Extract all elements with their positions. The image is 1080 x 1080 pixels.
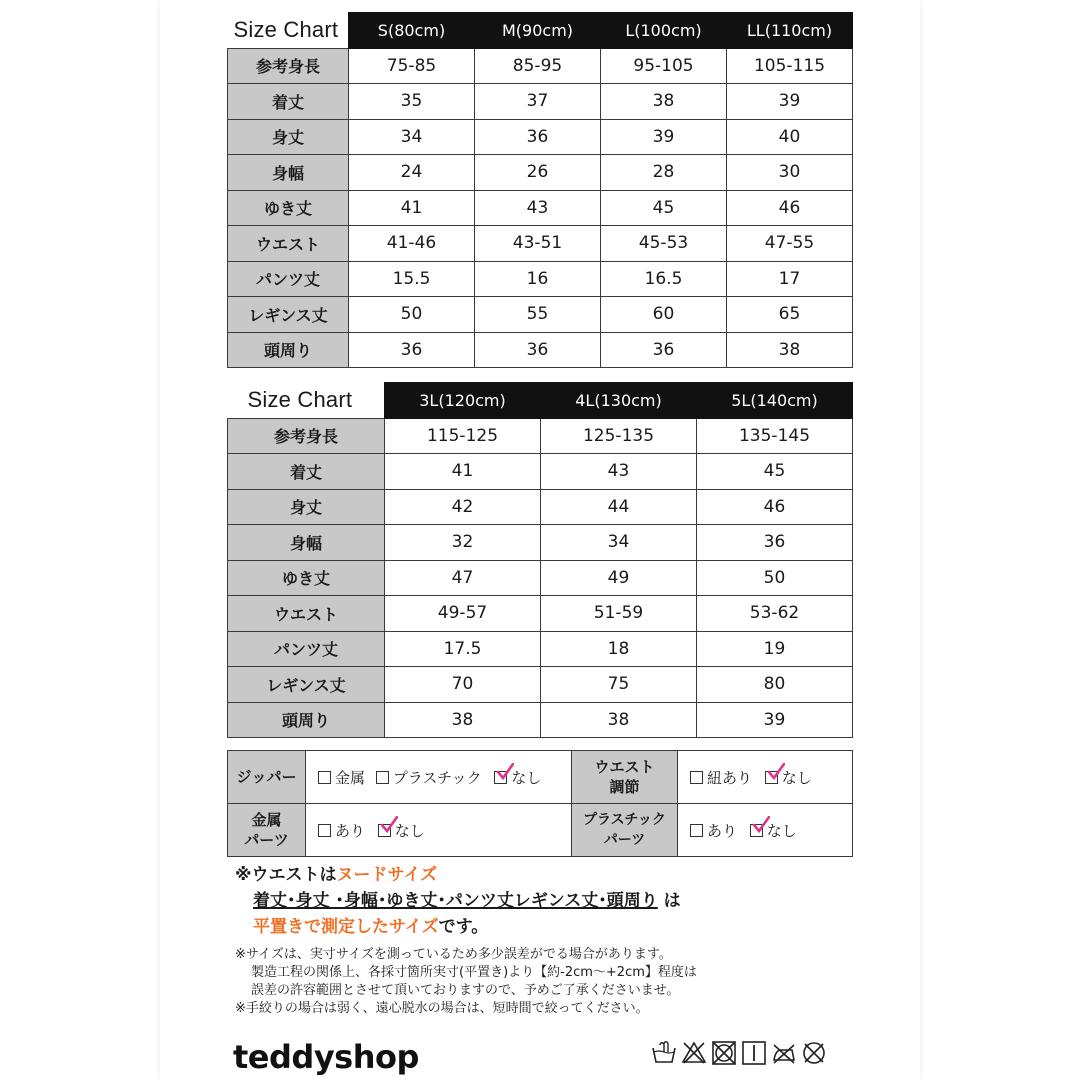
table-cell: 105-115 — [727, 48, 853, 84]
plastic-parts-options — [678, 804, 853, 857]
table-row — [228, 702, 853, 738]
label-line: プラスチック — [583, 812, 666, 828]
table-cell: 16.5 — [601, 261, 727, 297]
table-cell: 70 — [385, 667, 541, 703]
note-text: です。 — [438, 917, 489, 937]
column-header: L(100cm) — [601, 13, 727, 49]
table-cell: 43-51 — [475, 226, 601, 262]
no-tumble-dry-icon — [711, 1040, 737, 1070]
note-underlined: 着丈･身丈 ･身幅･ゆき丈･パンツ丈レギンス丈･頭周り — [253, 891, 658, 911]
table-cell: 28 — [601, 155, 727, 191]
metal-parts-options — [306, 804, 572, 857]
zipper-label: ジッパー — [228, 751, 306, 804]
option-label: プラスチック — [392, 768, 482, 787]
row-label: ウエスト — [228, 596, 385, 632]
table-cell: 26 — [475, 155, 601, 191]
column-header: 5L(140cm) — [697, 383, 853, 419]
table-cell: 36 — [475, 119, 601, 155]
row-label: 頭周り — [228, 332, 349, 368]
table-cell: 38 — [601, 84, 727, 120]
table-cell: 18 — [541, 631, 697, 667]
note-text: ※ウエストは — [235, 865, 337, 885]
table-cell: 36 — [475, 332, 601, 368]
hand-wash-icon — [651, 1040, 677, 1070]
table-cell: 34 — [349, 119, 475, 155]
brand-logo: teddyshop — [233, 1038, 419, 1076]
size-chart-table-2 — [227, 382, 853, 738]
row-label: パンツ丈 — [228, 261, 349, 297]
table-cell: 41 — [349, 190, 475, 226]
table-cell: 49 — [541, 560, 697, 596]
table-cell: 135-145 — [697, 418, 853, 454]
table-cell: 45 — [601, 190, 727, 226]
table-cell: 50 — [697, 560, 853, 596]
option-label: なし — [781, 768, 812, 787]
table-cell: 32 — [385, 525, 541, 561]
table-cell: 42 — [385, 489, 541, 525]
table-cell: 37 — [475, 84, 601, 120]
row-label: 着丈 — [228, 84, 349, 120]
option-label: 紐あり — [707, 768, 753, 787]
table-row — [228, 596, 853, 632]
table-cell: 46 — [727, 190, 853, 226]
table-cell: 38 — [727, 332, 853, 368]
plastic-parts-label — [572, 804, 678, 857]
table-cell: 38 — [385, 702, 541, 738]
row-label: 参考身長 — [228, 418, 385, 454]
table-cell: 44 — [541, 489, 697, 525]
label-line: ウエスト — [594, 758, 655, 776]
label-line: 金属 — [251, 811, 282, 829]
table-cell: 46 — [697, 489, 853, 525]
table-cell: 75 — [541, 667, 697, 703]
option-label: なし — [766, 821, 797, 840]
table-cell: 55 — [475, 297, 601, 333]
waist-adjust-options — [678, 751, 853, 804]
note-highlight: 平置きで測定したサイズ — [253, 917, 439, 937]
drip-dry-icon — [741, 1040, 767, 1070]
row-label: レギンス丈 — [228, 297, 349, 333]
notes-section — [235, 862, 855, 1018]
row-label: レギンス丈 — [228, 667, 385, 703]
row-label: ウエスト — [228, 226, 349, 262]
checked-checkbox-icon — [750, 824, 763, 837]
table-row — [228, 84, 853, 120]
checkbox-icon — [318, 824, 331, 837]
table-cell: 125-135 — [541, 418, 697, 454]
table-cell: 30 — [727, 155, 853, 191]
table-cell: 47-55 — [727, 226, 853, 262]
note-line-2 — [235, 888, 855, 914]
checked-checkbox-icon — [378, 824, 391, 837]
table-cell: 50 — [349, 297, 475, 333]
note-line-3 — [235, 914, 855, 940]
table-cell: 51-59 — [541, 596, 697, 632]
option-plastic-none[interactable] — [750, 820, 797, 841]
row-label: ゆき丈 — [228, 560, 385, 596]
row-label: ゆき丈 — [228, 190, 349, 226]
table-title: Size Chart — [228, 13, 349, 49]
table-cell: 17 — [727, 261, 853, 297]
row-label: 身幅 — [228, 155, 349, 191]
table-cell: 45 — [697, 454, 853, 490]
table-cell: 39 — [601, 119, 727, 155]
table-row — [228, 48, 853, 84]
waist-adjust-label — [572, 751, 678, 804]
features-table — [227, 750, 853, 857]
row-label: 身丈 — [228, 119, 349, 155]
table-cell: 39 — [697, 702, 853, 738]
table-cell: 47 — [385, 560, 541, 596]
disclaimer — [235, 946, 855, 1018]
table-cell: 38 — [541, 702, 697, 738]
checkbox-icon — [690, 824, 703, 837]
table-row — [228, 560, 853, 596]
table-cell: 49-57 — [385, 596, 541, 632]
table-cell: 34 — [541, 525, 697, 561]
table-row — [228, 332, 853, 368]
table-row — [228, 297, 853, 333]
option-label: 金属 — [335, 768, 366, 787]
disclaimer-line: 製造工程の関係上、各採寸箇所実寸(平置き)より【約-2cm～+2cm】程度は — [251, 965, 697, 980]
column-header: 3L(120cm) — [385, 383, 541, 419]
table-cell: 75-85 — [349, 48, 475, 84]
option-label: なし — [511, 768, 542, 787]
checked-checkbox-icon — [765, 771, 778, 784]
metal-parts-label — [228, 804, 306, 857]
note-text: は — [663, 891, 681, 911]
table-row — [228, 631, 853, 667]
checked-checkbox-icon — [494, 771, 507, 784]
size-chart-table-1 — [227, 12, 853, 368]
table-cell: 24 — [349, 155, 475, 191]
option-plastic-yes[interactable] — [690, 820, 737, 841]
table-cell: 80 — [697, 667, 853, 703]
table-row — [228, 525, 853, 561]
table-cell: 41-46 — [349, 226, 475, 262]
no-bleach-icon — [681, 1040, 707, 1070]
row-label: 身丈 — [228, 489, 385, 525]
row-label: 身幅 — [228, 525, 385, 561]
table-cell: 60 — [601, 297, 727, 333]
table-title: Size Chart — [228, 383, 385, 419]
table-row — [228, 190, 853, 226]
table-cell: 85-95 — [475, 48, 601, 84]
row-label: パンツ丈 — [228, 631, 385, 667]
checkbox-icon — [318, 771, 331, 784]
table-cell: 43 — [541, 454, 697, 490]
column-header: S(80cm) — [349, 13, 475, 49]
disclaimer-line: ※手絞りの場合は弱く、遠心脱水の場合は、短時間で絞ってください。 — [235, 1001, 649, 1016]
option-label: なし — [394, 821, 425, 840]
option-zipper-plastic[interactable] — [376, 767, 482, 788]
table-cell: 115-125 — [385, 418, 541, 454]
table-cell: 40 — [727, 119, 853, 155]
option-label: あり — [335, 821, 366, 840]
table-row — [228, 454, 853, 490]
option-zipper-none[interactable] — [494, 767, 541, 788]
table-cell: 95-105 — [601, 48, 727, 84]
table-cell: 39 — [727, 84, 853, 120]
option-waist-string[interactable] — [690, 767, 752, 788]
care-instructions — [651, 1040, 827, 1070]
option-waist-none[interactable] — [765, 767, 812, 788]
table-cell: 65 — [727, 297, 853, 333]
checkbox-icon — [376, 771, 389, 784]
table-row — [228, 155, 853, 191]
disclaimer-line: 誤差の許容範囲とさせて頂いておりますので、予めご了承くださいませ。 — [251, 983, 680, 998]
row-label: 着丈 — [228, 454, 385, 490]
table-row — [228, 418, 853, 454]
table-cell: 17.5 — [385, 631, 541, 667]
table-cell: 36 — [349, 332, 475, 368]
option-label: あり — [707, 821, 738, 840]
label-line: 調節 — [609, 778, 640, 796]
row-label: 参考身長 — [228, 48, 349, 84]
table-cell: 45-53 — [601, 226, 727, 262]
row-label: 頭周り — [228, 702, 385, 738]
table-cell: 53-62 — [697, 596, 853, 632]
column-header: 4L(130cm) — [541, 383, 697, 419]
table-row — [228, 226, 853, 262]
option-zipper-metal[interactable] — [318, 767, 365, 788]
label-line: パーツ — [244, 831, 289, 849]
no-iron-icon — [771, 1040, 797, 1070]
table-row — [228, 489, 853, 525]
note-highlight: ヌードサイズ — [336, 865, 438, 885]
no-dry-clean-icon — [801, 1040, 827, 1070]
table-row — [228, 667, 853, 703]
zipper-options — [306, 751, 572, 804]
option-metal-yes[interactable] — [318, 820, 365, 841]
label-line: パーツ — [603, 832, 646, 848]
table-cell: 36 — [601, 332, 727, 368]
table-cell: 36 — [697, 525, 853, 561]
column-header: LL(110cm) — [727, 13, 853, 49]
note-line-1 — [235, 862, 855, 888]
checkbox-icon — [690, 771, 703, 784]
table-cell: 19 — [697, 631, 853, 667]
option-metal-none[interactable] — [378, 820, 425, 841]
table-row — [228, 119, 853, 155]
column-header: M(90cm) — [475, 13, 601, 49]
table-cell: 35 — [349, 84, 475, 120]
table-cell: 15.5 — [349, 261, 475, 297]
disclaimer-line: ※サイズは、実寸サイズを測っているため多少誤差がでる場合があります。 — [235, 947, 672, 962]
table-cell: 43 — [475, 190, 601, 226]
table-cell: 41 — [385, 454, 541, 490]
table-cell: 16 — [475, 261, 601, 297]
table-row — [228, 261, 853, 297]
